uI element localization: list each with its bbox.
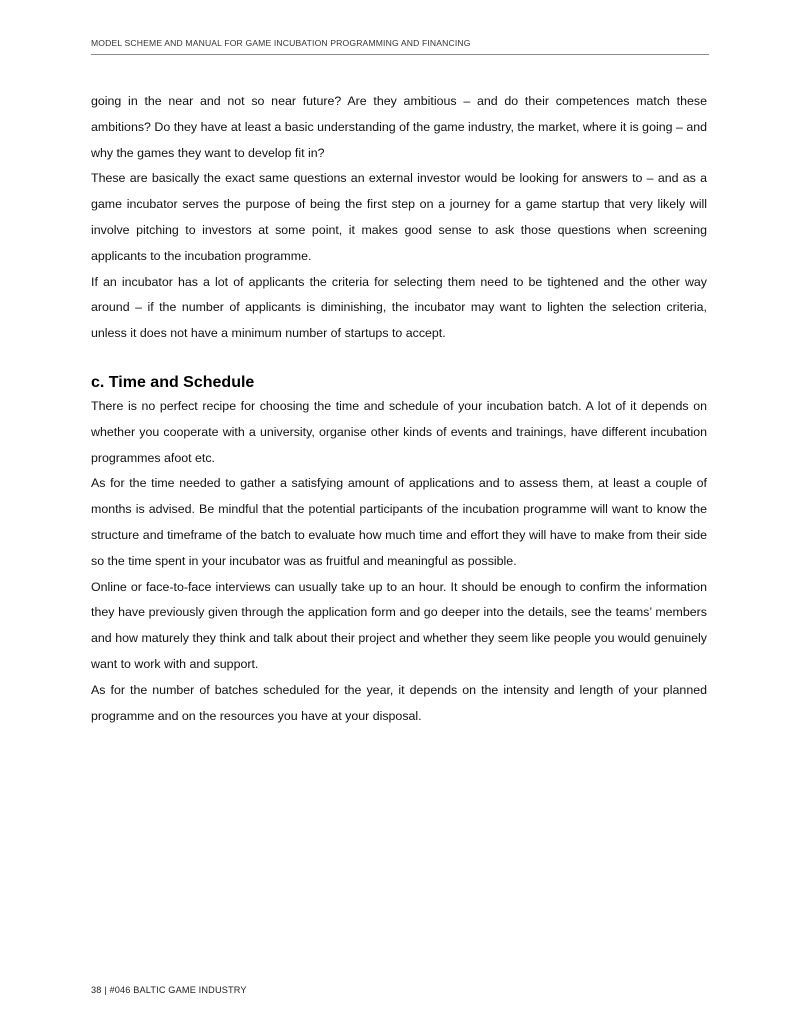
body-paragraph: As for the number of batches scheduled for the year, it depends on the intensity and length of your planned programme and on the resources you have at your disposal. bbox=[91, 682, 707, 723]
body-paragraph: There is no perfect recipe for choosing the time and schedule of your incubation batch. A lot of it depends on whether you cooperate with a university, organise other kinds of events and trainings, have different incubation programmes afoot etc. bbox=[91, 398, 707, 465]
publication-title: #046 BALTIC GAME INDUSTRY bbox=[109, 985, 247, 995]
body-paragraph: If an incubator has a lot of applicants the criteria for selecting them need to be tightened and the other way around – if the number of applicants is diminishing, the incubator may want to lighten the selection criteria, unless it does not have a minimum number of startups to accept. bbox=[91, 274, 707, 341]
running-header bbox=[91, 38, 709, 55]
body-paragraph: going in the near and not so near future? Are they ambitious – and do their competences match these ambitions? Do they have at least a basic understanding of the game industry, the market, where it is going – and why the games they want to develop fit in? bbox=[91, 94, 707, 160]
page-content bbox=[91, 89, 707, 729]
section-heading: c. Time and Schedule bbox=[91, 373, 255, 391]
body-paragraph: As for the time needed to gather a satisfying amount of applications and to assess them, at least a couple of months is advised. Be mindful that the potential participants of the incubation programme will want to know the structure and timeframe of the batch to evaluate how much time and effort they will have to make from their side so the time spent in your incubator was as fruitful and meaningful as possible. bbox=[91, 476, 707, 568]
body-paragraph: Online or face-to-face interviews can usually take up to an hour. It should be enough to confirm the information they have previously given through the application form and go deeper into the details, see the teams’ members and how maturely they think and talk about their project and whether they seem like people you would genuinely want to work with and support. bbox=[91, 579, 707, 671]
running-header-title: MODEL SCHEME AND MANUAL FOR GAME INCUBATION PROGRAMMING AND FINANCING bbox=[91, 38, 471, 48]
page-number: 38 bbox=[91, 985, 102, 995]
page-footer bbox=[91, 985, 247, 995]
body-paragraph: These are basically the exact same questions an external investor would be looking for answers to – and as a game incubator serves the purpose of being the first step on a journey for a game startup that very likely will involve pitching to investors at some point, it makes good sense to ask those questions when screening applicants to the incubation programme. bbox=[91, 171, 707, 263]
footer-separator: | bbox=[104, 985, 107, 995]
